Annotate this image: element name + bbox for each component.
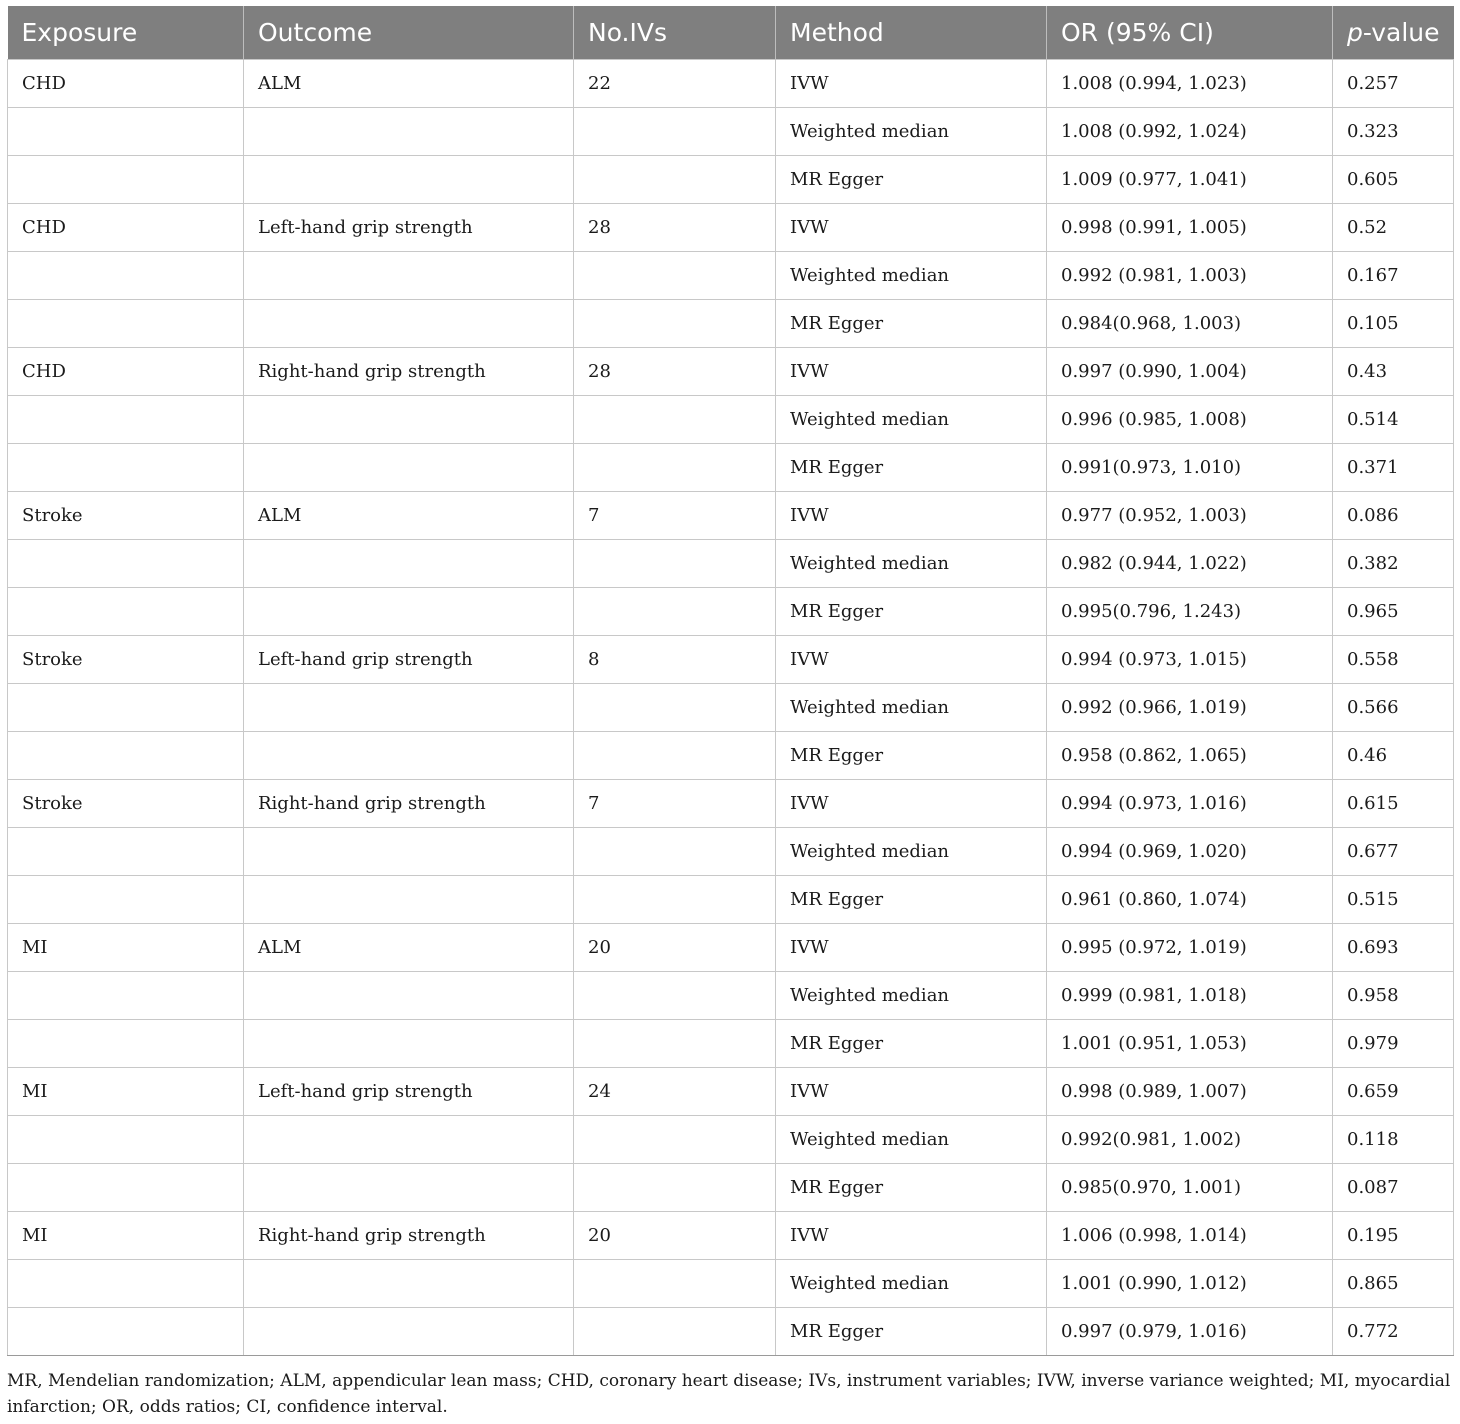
or-ci-cell: 1.008 (0.994, 1.023) — [1047, 60, 1333, 108]
outcome-cell: Left-hand grip strength — [244, 1068, 574, 1116]
exposure-cell: MI — [8, 924, 244, 972]
no-ivs-cell — [574, 732, 776, 780]
or-ci-cell: 0.998 (0.991, 1.005) — [1047, 204, 1333, 252]
exposure-cell — [8, 1260, 244, 1308]
header-method: Method — [776, 6, 1047, 60]
table-row — [8, 1260, 1454, 1308]
no-ivs-cell — [574, 540, 776, 588]
table-row — [8, 684, 1454, 732]
exposure-cell: MI — [8, 1212, 244, 1260]
method-cell: MR Egger — [776, 300, 1047, 348]
exposure-cell — [8, 684, 244, 732]
table-row — [8, 204, 1454, 252]
header-p-value — [1333, 6, 1454, 60]
outcome-cell — [244, 828, 574, 876]
p-value-cell: 0.566 — [1333, 684, 1454, 732]
method-cell: MR Egger — [776, 588, 1047, 636]
or-ci-cell: 0.995 (0.972, 1.019) — [1047, 924, 1333, 972]
exposure-cell — [8, 876, 244, 924]
outcome-cell — [244, 156, 574, 204]
outcome-cell: ALM — [244, 60, 574, 108]
p-value-cell: 0.693 — [1333, 924, 1454, 972]
p-value-cell: 0.514 — [1333, 396, 1454, 444]
p-value-cell: 0.087 — [1333, 1164, 1454, 1212]
table-footnote: MR, Mendelian randomization; ALM, appendicular lean mass; CHD, coronary heart disease; IVs, instrument variables; IVW, inverse variance weighted; MI, myocardial infarction; OR, odds ratios; CI, confidence interval. — [7, 1371, 1451, 1417]
no-ivs-cell — [574, 108, 776, 156]
p-value-cell: 0.979 — [1333, 1020, 1454, 1068]
or-ci-cell: 0.999 (0.981, 1.018) — [1047, 972, 1333, 1020]
outcome-cell: ALM — [244, 492, 574, 540]
table-row — [8, 348, 1454, 396]
method-cell: MR Egger — [776, 1164, 1047, 1212]
p-value-cell: 0.257 — [1333, 60, 1454, 108]
table-row — [8, 156, 1454, 204]
no-ivs-cell: 20 — [574, 1212, 776, 1260]
or-ci-cell: 1.001 (0.990, 1.012) — [1047, 1260, 1333, 1308]
outcome-cell — [244, 444, 574, 492]
or-ci-cell: 0.984(0.968, 1.003) — [1047, 300, 1333, 348]
outcome-cell: Left-hand grip strength — [244, 204, 574, 252]
outcome-cell — [244, 588, 574, 636]
header-row — [8, 6, 1454, 60]
exposure-cell — [8, 108, 244, 156]
or-ci-cell: 0.977 (0.952, 1.003) — [1047, 492, 1333, 540]
header-exposure: Exposure — [8, 6, 244, 60]
method-cell: Weighted median — [776, 828, 1047, 876]
exposure-cell — [8, 156, 244, 204]
table-header — [8, 6, 1454, 60]
exposure-cell — [8, 588, 244, 636]
or-ci-cell: 0.992 (0.966, 1.019) — [1047, 684, 1333, 732]
method-cell: MR Egger — [776, 876, 1047, 924]
p-value-cell: 0.958 — [1333, 972, 1454, 1020]
table-row — [8, 1164, 1454, 1212]
exposure-cell — [8, 1020, 244, 1068]
table-row — [8, 972, 1454, 1020]
or-ci-cell: 0.997 (0.979, 1.016) — [1047, 1308, 1333, 1356]
method-cell: IVW — [776, 1068, 1047, 1116]
table-row — [8, 1308, 1454, 1356]
outcome-cell: Right-hand grip strength — [244, 348, 574, 396]
or-ci-cell: 0.958 (0.862, 1.065) — [1047, 732, 1333, 780]
exposure-cell: CHD — [8, 60, 244, 108]
no-ivs-cell: 7 — [574, 492, 776, 540]
outcome-cell — [244, 540, 574, 588]
method-cell: MR Egger — [776, 156, 1047, 204]
table-row — [8, 540, 1454, 588]
method-cell: Weighted median — [776, 1116, 1047, 1164]
table-body — [8, 60, 1454, 1356]
no-ivs-cell: 28 — [574, 204, 776, 252]
table-row — [8, 492, 1454, 540]
p-value-cell: 0.195 — [1333, 1212, 1454, 1260]
or-ci-cell: 0.961 (0.860, 1.074) — [1047, 876, 1333, 924]
method-cell: IVW — [776, 636, 1047, 684]
header-outcome: Outcome — [244, 6, 574, 60]
method-cell: Weighted median — [776, 972, 1047, 1020]
outcome-cell — [244, 108, 574, 156]
no-ivs-cell — [574, 156, 776, 204]
or-ci-cell: 0.982 (0.944, 1.022) — [1047, 540, 1333, 588]
exposure-cell — [8, 1116, 244, 1164]
outcome-cell — [244, 1020, 574, 1068]
p-value-cell: 0.615 — [1333, 780, 1454, 828]
method-cell: MR Egger — [776, 444, 1047, 492]
p-value-cell: 0.167 — [1333, 252, 1454, 300]
or-ci-cell: 1.008 (0.992, 1.024) — [1047, 108, 1333, 156]
table-row — [8, 780, 1454, 828]
table-row — [8, 252, 1454, 300]
outcome-cell: Right-hand grip strength — [244, 1212, 574, 1260]
no-ivs-cell — [574, 300, 776, 348]
table-row — [8, 732, 1454, 780]
p-value-cell: 0.323 — [1333, 108, 1454, 156]
no-ivs-cell: 8 — [574, 636, 776, 684]
p-value-cell: 0.086 — [1333, 492, 1454, 540]
or-ci-cell: 0.997 (0.990, 1.004) — [1047, 348, 1333, 396]
table-row — [8, 828, 1454, 876]
mr-results-table — [7, 6, 1454, 1356]
no-ivs-cell — [574, 444, 776, 492]
table-row — [8, 444, 1454, 492]
table-row — [8, 60, 1454, 108]
outcome-cell — [244, 1116, 574, 1164]
method-cell: Weighted median — [776, 540, 1047, 588]
exposure-cell: Stroke — [8, 636, 244, 684]
no-ivs-cell — [574, 396, 776, 444]
or-ci-cell: 0.994 (0.973, 1.016) — [1047, 780, 1333, 828]
exposure-cell — [8, 300, 244, 348]
p-value-cell: 0.46 — [1333, 732, 1454, 780]
or-ci-cell: 0.998 (0.989, 1.007) — [1047, 1068, 1333, 1116]
p-value-cell: 0.382 — [1333, 540, 1454, 588]
method-cell: Weighted median — [776, 252, 1047, 300]
outcome-cell — [244, 684, 574, 732]
outcome-cell — [244, 972, 574, 1020]
method-cell: IVW — [776, 348, 1047, 396]
p-value-cell: 0.605 — [1333, 156, 1454, 204]
results-table-container — [7, 6, 1453, 1356]
method-cell: IVW — [776, 60, 1047, 108]
no-ivs-cell — [574, 1116, 776, 1164]
method-cell: IVW — [776, 204, 1047, 252]
no-ivs-cell — [574, 828, 776, 876]
exposure-cell — [8, 396, 244, 444]
or-ci-cell: 0.991(0.973, 1.010) — [1047, 444, 1333, 492]
outcome-cell — [244, 1308, 574, 1356]
outcome-cell — [244, 1260, 574, 1308]
header-no-ivs: No.IVs — [574, 6, 776, 60]
outcome-cell: Left-hand grip strength — [244, 636, 574, 684]
no-ivs-cell: 22 — [574, 60, 776, 108]
or-ci-cell: 1.006 (0.998, 1.014) — [1047, 1212, 1333, 1260]
exposure-cell — [8, 252, 244, 300]
table-row — [8, 300, 1454, 348]
no-ivs-cell — [574, 588, 776, 636]
or-ci-cell: 0.996 (0.985, 1.008) — [1047, 396, 1333, 444]
method-cell: MR Egger — [776, 1308, 1047, 1356]
or-ci-cell: 0.985(0.970, 1.001) — [1047, 1164, 1333, 1212]
p-value-cell: 0.371 — [1333, 444, 1454, 492]
exposure-cell — [8, 972, 244, 1020]
or-ci-cell: 1.009 (0.977, 1.041) — [1047, 156, 1333, 204]
outcome-cell: Right-hand grip strength — [244, 780, 574, 828]
p-value-cell: 0.677 — [1333, 828, 1454, 876]
method-cell: MR Egger — [776, 732, 1047, 780]
no-ivs-cell: 24 — [574, 1068, 776, 1116]
header-p-italic: p — [1347, 18, 1363, 47]
method-cell: IVW — [776, 1212, 1047, 1260]
or-ci-cell: 0.994 (0.973, 1.015) — [1047, 636, 1333, 684]
method-cell: MR Egger — [776, 1020, 1047, 1068]
outcome-cell — [244, 732, 574, 780]
p-value-cell: 0.558 — [1333, 636, 1454, 684]
outcome-cell — [244, 300, 574, 348]
table-row — [8, 1068, 1454, 1116]
p-value-cell: 0.865 — [1333, 1260, 1454, 1308]
p-value-cell: 0.772 — [1333, 1308, 1454, 1356]
exposure-cell — [8, 1164, 244, 1212]
no-ivs-cell — [574, 252, 776, 300]
or-ci-cell: 0.992 (0.981, 1.003) — [1047, 252, 1333, 300]
exposure-cell — [8, 540, 244, 588]
or-ci-cell: 0.994 (0.969, 1.020) — [1047, 828, 1333, 876]
p-value-cell: 0.105 — [1333, 300, 1454, 348]
method-cell: Weighted median — [776, 1260, 1047, 1308]
exposure-cell: MI — [8, 1068, 244, 1116]
outcome-cell — [244, 1164, 574, 1212]
p-value-cell: 0.43 — [1333, 348, 1454, 396]
table-row — [8, 588, 1454, 636]
table-row — [8, 1116, 1454, 1164]
method-cell: IVW — [776, 924, 1047, 972]
table-row — [8, 924, 1454, 972]
outcome-cell — [244, 252, 574, 300]
outcome-cell — [244, 876, 574, 924]
no-ivs-cell — [574, 1164, 776, 1212]
no-ivs-cell — [574, 1260, 776, 1308]
or-ci-cell: 1.001 (0.951, 1.053) — [1047, 1020, 1333, 1068]
or-ci-cell: 0.992(0.981, 1.002) — [1047, 1116, 1333, 1164]
no-ivs-cell: 28 — [574, 348, 776, 396]
method-cell: Weighted median — [776, 108, 1047, 156]
exposure-cell — [8, 732, 244, 780]
exposure-cell: Stroke — [8, 492, 244, 540]
p-value-cell: 0.52 — [1333, 204, 1454, 252]
method-cell: IVW — [776, 492, 1047, 540]
method-cell: Weighted median — [776, 684, 1047, 732]
outcome-cell — [244, 396, 574, 444]
no-ivs-cell — [574, 684, 776, 732]
p-value-cell: 0.659 — [1333, 1068, 1454, 1116]
method-cell: Weighted median — [776, 396, 1047, 444]
p-value-cell: 0.118 — [1333, 1116, 1454, 1164]
method-cell: IVW — [776, 780, 1047, 828]
p-value-cell: 0.515 — [1333, 876, 1454, 924]
no-ivs-cell: 20 — [574, 924, 776, 972]
exposure-cell — [8, 828, 244, 876]
no-ivs-cell: 7 — [574, 780, 776, 828]
no-ivs-cell — [574, 1308, 776, 1356]
no-ivs-cell — [574, 876, 776, 924]
no-ivs-cell — [574, 1020, 776, 1068]
exposure-cell: CHD — [8, 348, 244, 396]
no-ivs-cell — [574, 972, 776, 1020]
or-ci-cell: 0.995(0.796, 1.243) — [1047, 588, 1333, 636]
header-or-ci: OR (95% CI) — [1047, 6, 1333, 60]
outcome-cell: ALM — [244, 924, 574, 972]
p-value-cell: 0.965 — [1333, 588, 1454, 636]
table-row — [8, 1020, 1454, 1068]
table-row — [8, 876, 1454, 924]
table-row — [8, 396, 1454, 444]
table-row — [8, 1212, 1454, 1260]
exposure-cell — [8, 1308, 244, 1356]
table-row — [8, 108, 1454, 156]
exposure-cell — [8, 444, 244, 492]
header-p-rest: -value — [1362, 18, 1440, 47]
exposure-cell: Stroke — [8, 780, 244, 828]
table-row — [8, 636, 1454, 684]
exposure-cell: CHD — [8, 204, 244, 252]
